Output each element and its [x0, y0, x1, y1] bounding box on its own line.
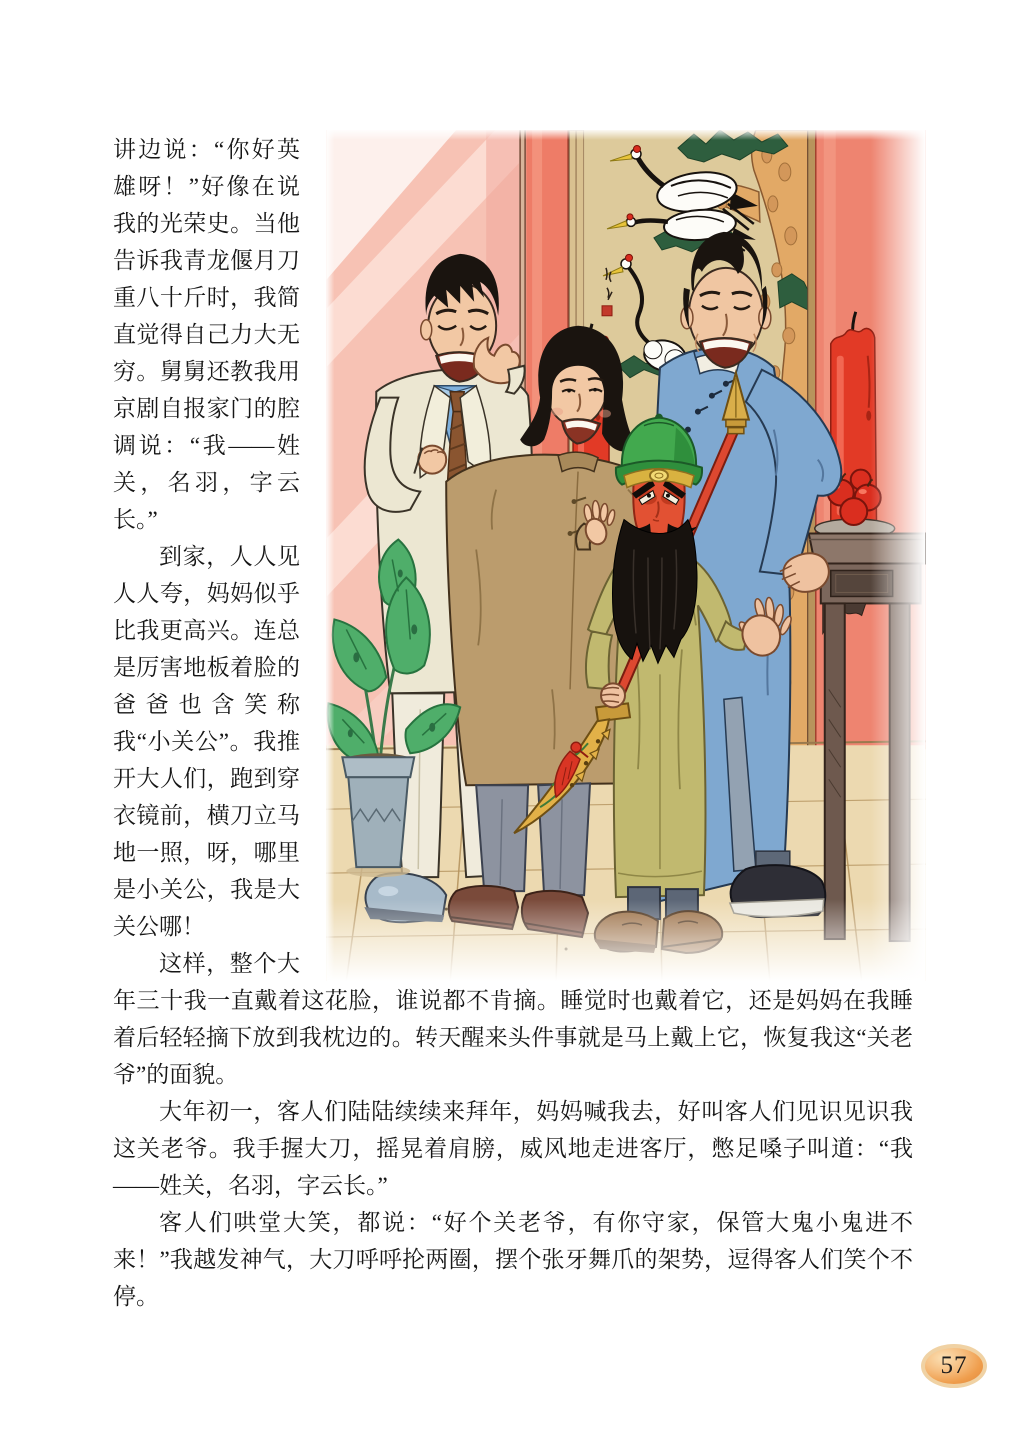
- paragraph-5: 客人们哄堂大笑，都说：“好个关老爷，有你守家，保管大鬼小鬼进不来！”我越发神气，大刀呼呼抡两圈，摆个张牙舞爪的架势，逗得客人们笑个不停。: [113, 1210, 913, 1309]
- paragraph-4: 大年初一，客人们陆陆续续来拜年，妈妈喊我去，好叫客人们见识见识我这关老爷。我手握大刀，摇晃着肩膀，威风地走进客厅，憋足嗓子叫道：“我——姓关，名羽，字云长。”: [113, 1099, 913, 1198]
- page-number: 57: [940, 1352, 968, 1379]
- bottom-fade: [326, 899, 925, 981]
- paragraph-1: 讲边说：“你好英雄呀！”好像在说我的光荣史。当他告诉我青龙偃月刀重八十斤时，我简直觉得自己力大无穷。舅舅还教我用京剧自报家门的腔调说：“我——姓关，名羽，字云长。”: [113, 137, 300, 532]
- paragraph-2: 到家，人人见人人夸，妈妈似乎比我更高兴。连总是厉害地板着脸的爸爸也含笑称我“小关公”。我推开大人们，跑到穿衣镜前，横刀立马地一照，呀，哪里是小关公，我是大关公哪！: [113, 544, 300, 939]
- left-fade: [326, 130, 334, 981]
- page-number-badge: [921, 1344, 987, 1388]
- illustration: [326, 130, 926, 981]
- top-fade: [326, 130, 925, 140]
- right-fade: [871, 130, 926, 981]
- story-text: [113, 131, 913, 1315]
- paragraph-3: 这样，整个大年三十我一直戴着这花脸，谁说都不肯摘。睡觉时也戴着它，还是妈妈在我睡着后轻轻摘下放到我枕边的。转天醒来头件事就是马上戴上它，恢复我这“关老爷”的面貌。: [113, 951, 913, 1087]
